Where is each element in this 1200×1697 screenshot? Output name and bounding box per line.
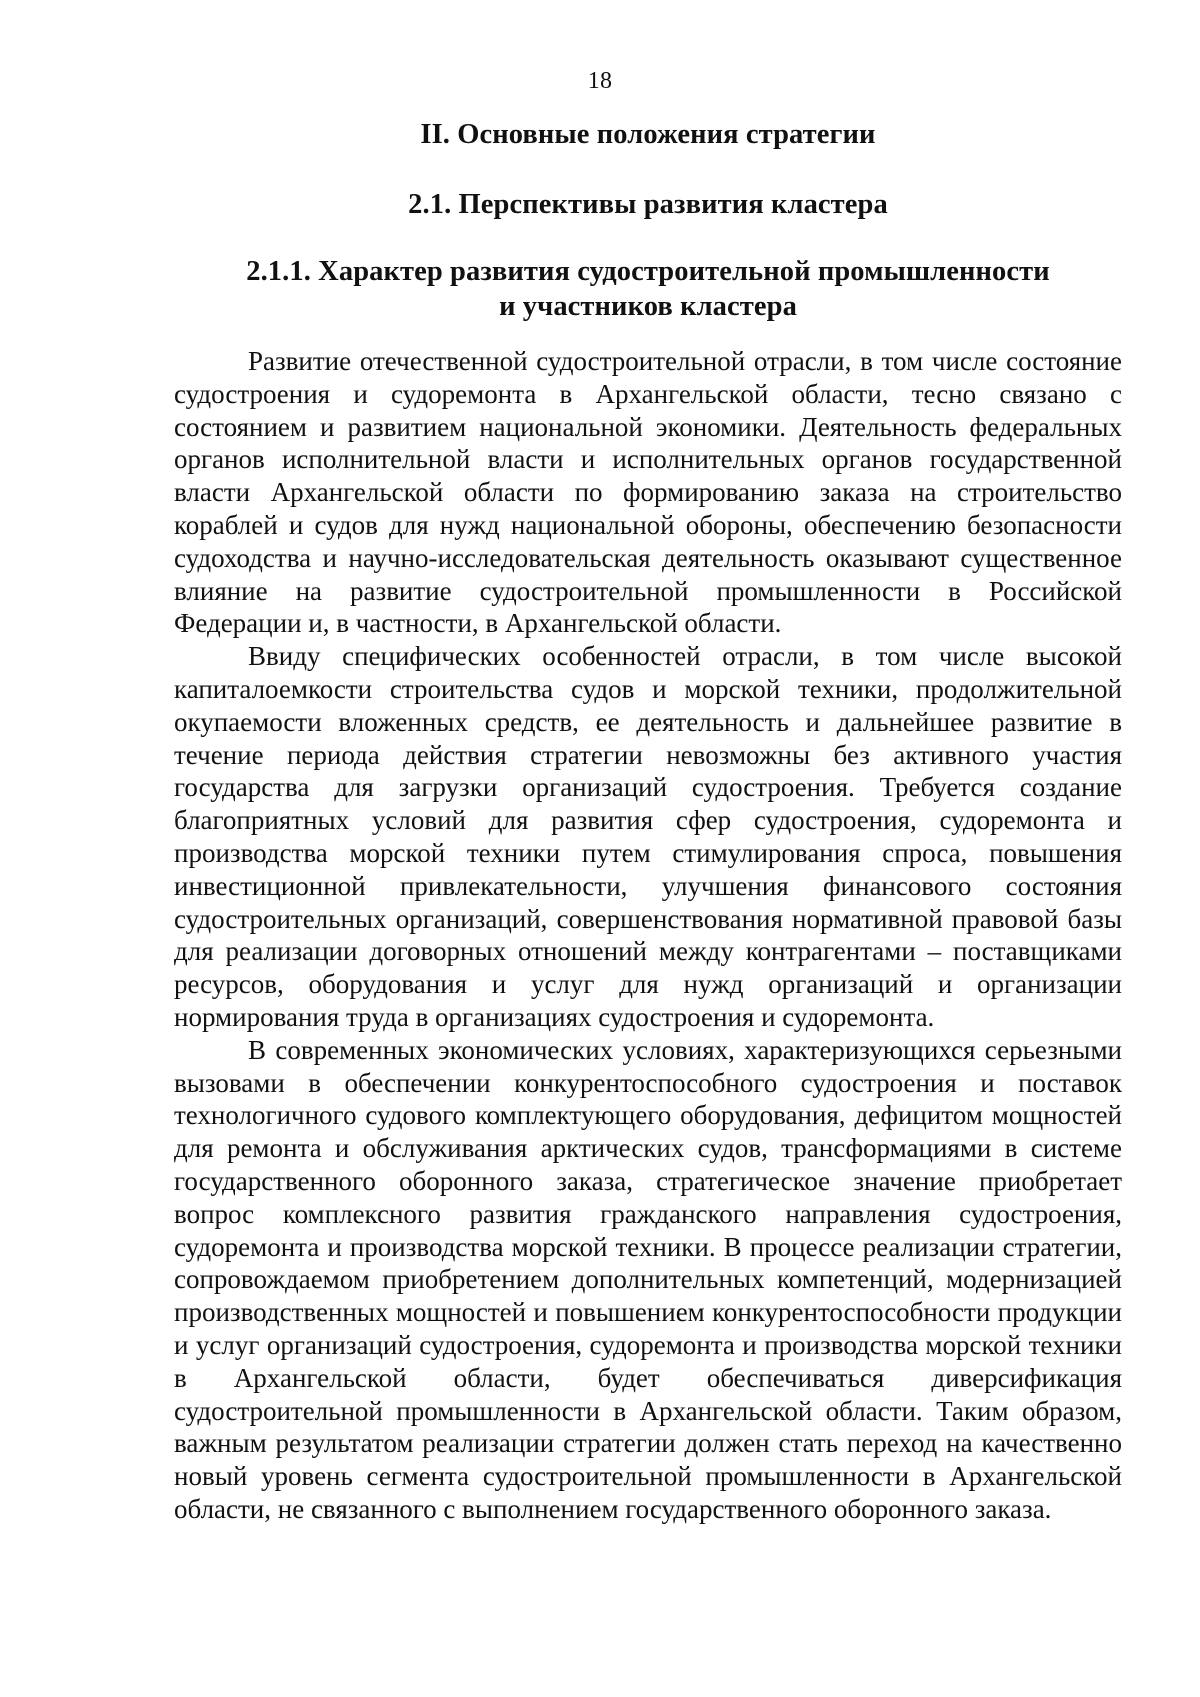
subsubsection-heading-line2: и участников кластера (499, 291, 797, 322)
paragraph: Развитие отечественной судостроительной отрасли, в том числе состояние судостроения и судоремонта в Архангельской области, тесно связано с состоянием и развитием национальной экономики. Деятельность федеральных органов исполнительной власти и исполнительных органов государственной власти Архангельской области по формированию заказа на строительство кораблей и судов для нужд национальной обороны, обеспечению безопасности судоходства и научно-исследовательская деятельность оказывают существенное влияние на развитие судостроительной промышленности в Российской Федерации и, в частности, в Архангельской области. (174, 346, 1122, 639)
section-heading: II. Основные положения стратегии (420, 119, 876, 150)
paragraph: В современных экономических условиях, характеризующихся серьезными вызовами в обеспечении конкурентоспособного судостроения и поставок технологичного судового комплектующего оборудования, дефицитом мощностей для ремонта и обслуживания арктических судов, трансформациями в системе государственного оборонного заказа, стратегическое значение приобретает вопрос комплексного развития гражданского направления судостроения, судоремонта и производства морской техники. В процессе реализации стратегии, сопровождаемом приобретением дополнительных компетенций, модернизацией производственных мощностей и повышением конкурентоспособности продукции и услуг организаций судостроения, судоремонта и производства морской техники в Архангельской области, будет обеспечиваться диверсификация судостроительной промышленности в Архангельской области. Таким образом, важным результатом реализации стратегии должен стать переход на качественно новый уровень сегмента судостроительной промышленности в Архангельской области, не связанного с выполнением государственного оборонного заказа. (174, 1034, 1122, 1524)
subsubsection-heading-line1: 2.1.1. Характер развития судостроительной промышленности (246, 256, 1050, 287)
subsection-heading: 2.1. Перспективы развития кластера (408, 189, 888, 220)
page-number: 18 (587, 68, 613, 94)
paragraph: Ввиду специфических особенностей отрасли, в том числе высокой капиталоемкости строительства судов и морской техники, продолжительной окупаемости вложенных средств, ее деятельность и дальнейшее развитие в течение периода действия стратегии невозможны без активного участия государства для загрузки организаций судостроения. Требуется создание благоприятных условий для развития сфер судостроения, судоремонта и производства морской техники путем стимулирования спроса, повышения инвестиционной привлекательности, улучшения финансового состояния судостроительных организаций, совершенствования нормативной правовой базы для реализации договорных отношений между контрагентами – поставщиками ресурсов, оборудования и услуг для нужд организаций и организации нормирования труда в организациях судостроения и судоремонта. (174, 641, 1122, 1032)
subsubsection-heading (174, 254, 1122, 324)
body-text (174, 345, 1122, 1526)
